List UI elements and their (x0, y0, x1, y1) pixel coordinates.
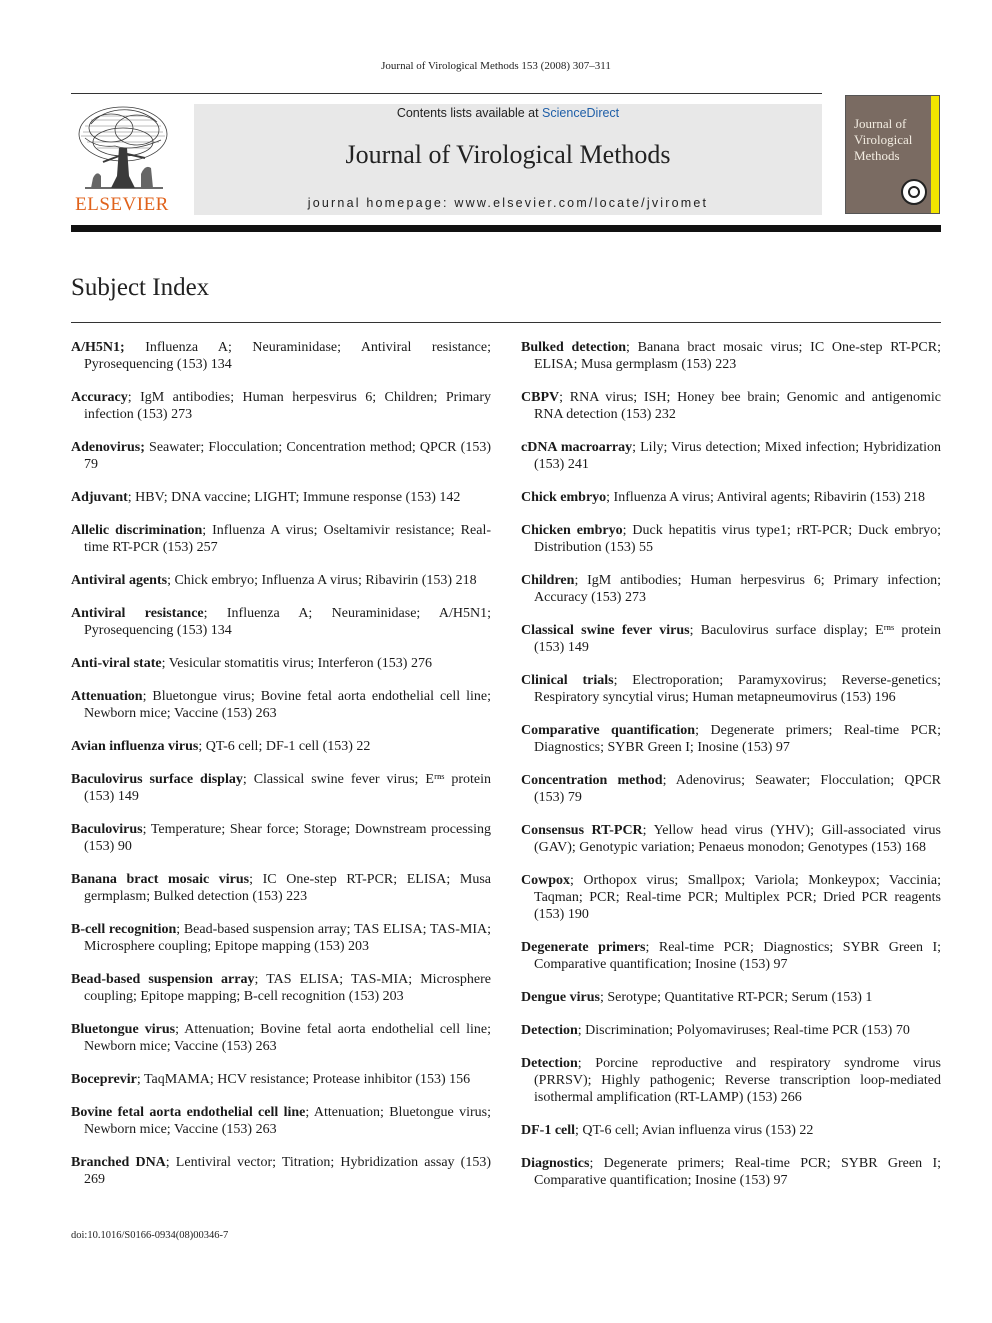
index-term: Adenovirus; (71, 440, 145, 455)
tree-icon (71, 104, 173, 194)
section-title: Subject Index (71, 274, 210, 301)
index-entry (71, 821, 491, 855)
index-keywords: ; Serotype; Quantitative RT-PCR; Serum (153) 1 (599, 990, 873, 1005)
index-term: CBPV (521, 390, 560, 405)
journal-citation: Journal of Virological Methods 153 (2008) 307–311 (381, 60, 611, 72)
index-term: Cowpox (521, 873, 571, 888)
index-keywords: ; Discrimination; Polyomaviruses; Real-time PCR (153) 70 (577, 1023, 910, 1038)
index-entry (521, 822, 941, 856)
index-term: Detection (521, 1023, 578, 1038)
index-keywords: ; Duck hepatitis virus type1; rRT-PCR; Duck embryo; Distribution (153) 55 (534, 523, 941, 555)
index-keywords: ; Attenuation; Bluetongue virus; Newborn mice; Vaccine (153) 263 (84, 1105, 491, 1137)
sciencedirect-link[interactable]: ScienceDirect (542, 106, 620, 120)
index-keywords: ; Orthopox virus; Smallpox; Variola; Monkeypox; Vaccinia; Taqman; PCR; Real-time PCR; Multiplex PCR; Dried PCR reagents (153) 190 (534, 873, 941, 922)
index-entry (71, 489, 491, 506)
index-term: Anti-viral state (71, 656, 162, 671)
index-term: Diagnostics (521, 1156, 590, 1171)
index-term: Baculovirus (71, 822, 143, 837)
index-entry (521, 872, 941, 923)
index-entry (71, 771, 491, 805)
journal-cover-thumbnail (845, 95, 940, 214)
index-entry (521, 722, 941, 756)
journal-masthead (194, 104, 822, 215)
contents-line (194, 106, 822, 120)
index-keywords: ; Baculovirus surface display; Eʳⁿˢ protein (153) 149 (534, 623, 941, 655)
index-term: Chick embryo (521, 490, 607, 505)
index-term: Comparative quantification (521, 723, 696, 738)
index-keywords: ; Influenza A; Neuraminidase; A/H5N1; Pyrosequencing (153) 134 (84, 606, 491, 638)
index-term: Bulked detection (521, 340, 626, 355)
index-keywords: ; Bead-based suspension array; TAS ELISA; TAS-MIA; Microsphere coupling; Epitope mapping (153) 203 (84, 922, 492, 954)
index-entry (71, 1104, 491, 1138)
index-entry (521, 339, 941, 373)
index-keywords: ; Influenza A virus; Oseltamivir resistance; Real-time RT-PCR (153) 257 (84, 523, 491, 555)
index-entry (71, 871, 491, 905)
index-keywords: ; RNA virus; ISH; Honey bee brain; Genomic and antigenomic RNA detection (153) 232 (534, 390, 941, 422)
index-keywords: ; QT-6 cell; Avian influenza virus (153) 22 (575, 1123, 814, 1138)
cover-title: Journal of Virological Methods (854, 116, 913, 163)
index-term: Bluetongue virus (71, 1022, 176, 1037)
index-entry (71, 572, 491, 589)
index-entry (521, 439, 941, 473)
index-entry (71, 1154, 491, 1188)
index-entry (521, 389, 941, 423)
index-entry (71, 921, 491, 955)
index-entry (71, 688, 491, 722)
index-term: Antiviral agents (71, 573, 168, 588)
index-keywords: ; Classical swine fever virus; Eʳⁿˢ protein (153) 149 (84, 772, 492, 804)
index-keywords: ; Chick embryo; Influenza A virus; Ribavirin (153) 218 (167, 573, 477, 588)
contents-prefix: Contents lists available at (396, 106, 543, 120)
index-entry (71, 971, 491, 1005)
index-keywords: ; Yellow head virus (YHV); Gill-associated virus (GAV); Genotypic variation; Penaeus monodon; Genotypes (153) 168 (534, 823, 941, 855)
index-keywords: ; Lentiviral vector; Titration; Hybridization assay (153) 269 (84, 1155, 492, 1187)
index-entry (521, 1055, 941, 1106)
index-term: Bovine fetal aorta endothelial cell line (71, 1105, 306, 1120)
cover-seal-icon (901, 179, 927, 205)
index-keywords: ; QT-6 cell; DF-1 cell (153) 22 (198, 739, 371, 754)
doi: doi:10.1016/S0166-0934(08)00346-7 (71, 1230, 229, 1241)
index-entry (521, 1122, 941, 1139)
index-keywords: Influenza A; Neuraminidase; Antiviral resistance; Pyrosequencing (153) 134 (84, 340, 491, 372)
journal-name: Journal of Virological Methods (345, 140, 671, 169)
index-term: Bead-based suspension array (71, 972, 255, 987)
index-entry (71, 439, 491, 473)
index-term: B-cell recognition (71, 922, 177, 937)
index-keywords: ; Temperature; Shear force; Storage; Downstream processing (153) 90 (84, 822, 491, 854)
index-keywords: ; Bluetongue virus; Bovine fetal aorta endothelial cell line; Newborn mice; Vaccine (153) 263 (84, 689, 491, 721)
index-keywords: ; Porcine reproductive and respiratory syndrome virus (PRRSV); Highly pathogenic; Reverse transcription loop-mediated isothermal amplification (RT-LAMP) (153) 266 (534, 1056, 941, 1105)
index-keywords: ; HBV; DNA vaccine; LIGHT; Immune response (153) 142 (127, 490, 461, 505)
index-term: Detection (521, 1056, 578, 1071)
index-keywords: Seawater; Flocculation; Concentration method; QPCR (153) 79 (84, 440, 491, 472)
index-term: Concentration method (521, 773, 663, 788)
index-term: Avian influenza virus (71, 739, 199, 754)
index-entry (521, 772, 941, 806)
index-term: Dengue virus (521, 990, 600, 1005)
index-term: Children (521, 573, 575, 588)
index-entry (521, 489, 941, 506)
index-entry (521, 572, 941, 606)
index-entry (71, 655, 491, 672)
index-term: Chicken embryo (521, 523, 623, 538)
index-entry (71, 605, 491, 639)
index-entry (521, 622, 941, 656)
index-term: cDNA macroarray (521, 440, 633, 455)
index-keywords: ; IgM antibodies; Human herpesvirus 6; Children; Primary infection (153) 273 (84, 390, 491, 422)
index-keywords: ; Vesicular stomatitis virus; Interferon (153) 276 (161, 656, 432, 671)
index-keywords: ; TAS ELISA; TAS-MIA; Microsphere coupling; Epitope mapping; B-cell recognition (153) 203 (84, 972, 491, 1004)
index-entry (71, 738, 491, 755)
index-keywords: ; Real-time PCR; Diagnostics; SYBR Green I; Comparative quantification; Inosine (153) 97 (534, 940, 941, 972)
index-keywords: ; IC One-step RT-PCR; ELISA; Musa germplasm; Bulked detection (153) 223 (84, 872, 491, 904)
index-column-right (521, 339, 941, 1205)
index-entry (521, 939, 941, 973)
elsevier-wordmark: ELSEVIER (75, 194, 169, 215)
index-entry (71, 389, 491, 423)
index-keywords: ; Attenuation; Bovine fetal aorta endothelial cell line; Newborn mice; Vaccine (153) 263 (84, 1022, 492, 1054)
index-entry (521, 1155, 941, 1189)
index-keywords: ; TaqMAMA; HCV resistance; Protease inhibitor (153) 156 (136, 1072, 471, 1087)
index-term: Boceprevir (71, 1072, 137, 1087)
cover-yellow-strip (931, 96, 939, 213)
index-keywords: ; Banana bract mosaic virus; IC One-step RT-PCR; ELISA; Musa germplasm (153) 223 (534, 340, 941, 372)
index-entry (71, 1021, 491, 1055)
index-entry (521, 522, 941, 556)
index-entry (71, 522, 491, 556)
index-entry (71, 339, 491, 373)
index-entry (521, 672, 941, 706)
index-term: Adjuvant (71, 490, 128, 505)
index-term: A/H5N1; (71, 340, 125, 355)
index-keywords: ; Degenerate primers; Real-time PCR; Diagnostics; SYBR Green I; Inosine (153) 97 (534, 723, 941, 755)
index-keywords: ; Adenovirus; Seawater; Flocculation; QPCR (153) 79 (534, 773, 941, 805)
index-term: Clinical trials (521, 673, 614, 688)
index-keywords: ; Degenerate primers; Real-time PCR; SYBR Green I; Comparative quantification; Inosine (153) 97 (534, 1156, 941, 1188)
index-term: Degenerate primers (521, 940, 646, 955)
index-term: Classical swine fever virus (521, 623, 690, 638)
index-term: Banana bract mosaic virus (71, 872, 250, 887)
index-keywords: ; IgM antibodies; Human herpesvirus 6; Primary infection; Accuracy (153) 273 (534, 573, 941, 605)
header-thick-rule (71, 225, 941, 232)
index-keywords: ; Electroporation; Paramyxovirus; Reverse-genetics; Respiratory syncytial virus; Human metapneumovirus (153) 196 (534, 673, 941, 705)
index-entry (521, 989, 941, 1006)
section-rule (71, 322, 941, 323)
index-term: Baculovirus surface display (71, 772, 243, 787)
index-entry (521, 1022, 941, 1039)
index-keywords: ; Influenza A virus; Antiviral agents; Ribavirin (153) 218 (606, 490, 926, 505)
index-term: Accuracy (71, 390, 128, 405)
header-rule (71, 93, 822, 94)
index-term: Allelic discrimination (71, 523, 203, 538)
index-entry (71, 1071, 491, 1088)
index-term: Consensus RT-PCR (521, 823, 643, 838)
index-term: DF-1 cell (521, 1123, 576, 1138)
index-column-left (71, 339, 491, 1204)
index-term: Antiviral resistance (71, 606, 204, 621)
journal-homepage-link[interactable]: journal homepage: www.elsevier.com/locate/jviromet (307, 196, 709, 210)
index-term: Attenuation (71, 689, 143, 704)
index-term: Branched DNA (71, 1155, 166, 1170)
index-keywords: ; Lily; Virus detection; Mixed infection; Hybridization (153) 241 (534, 440, 941, 472)
